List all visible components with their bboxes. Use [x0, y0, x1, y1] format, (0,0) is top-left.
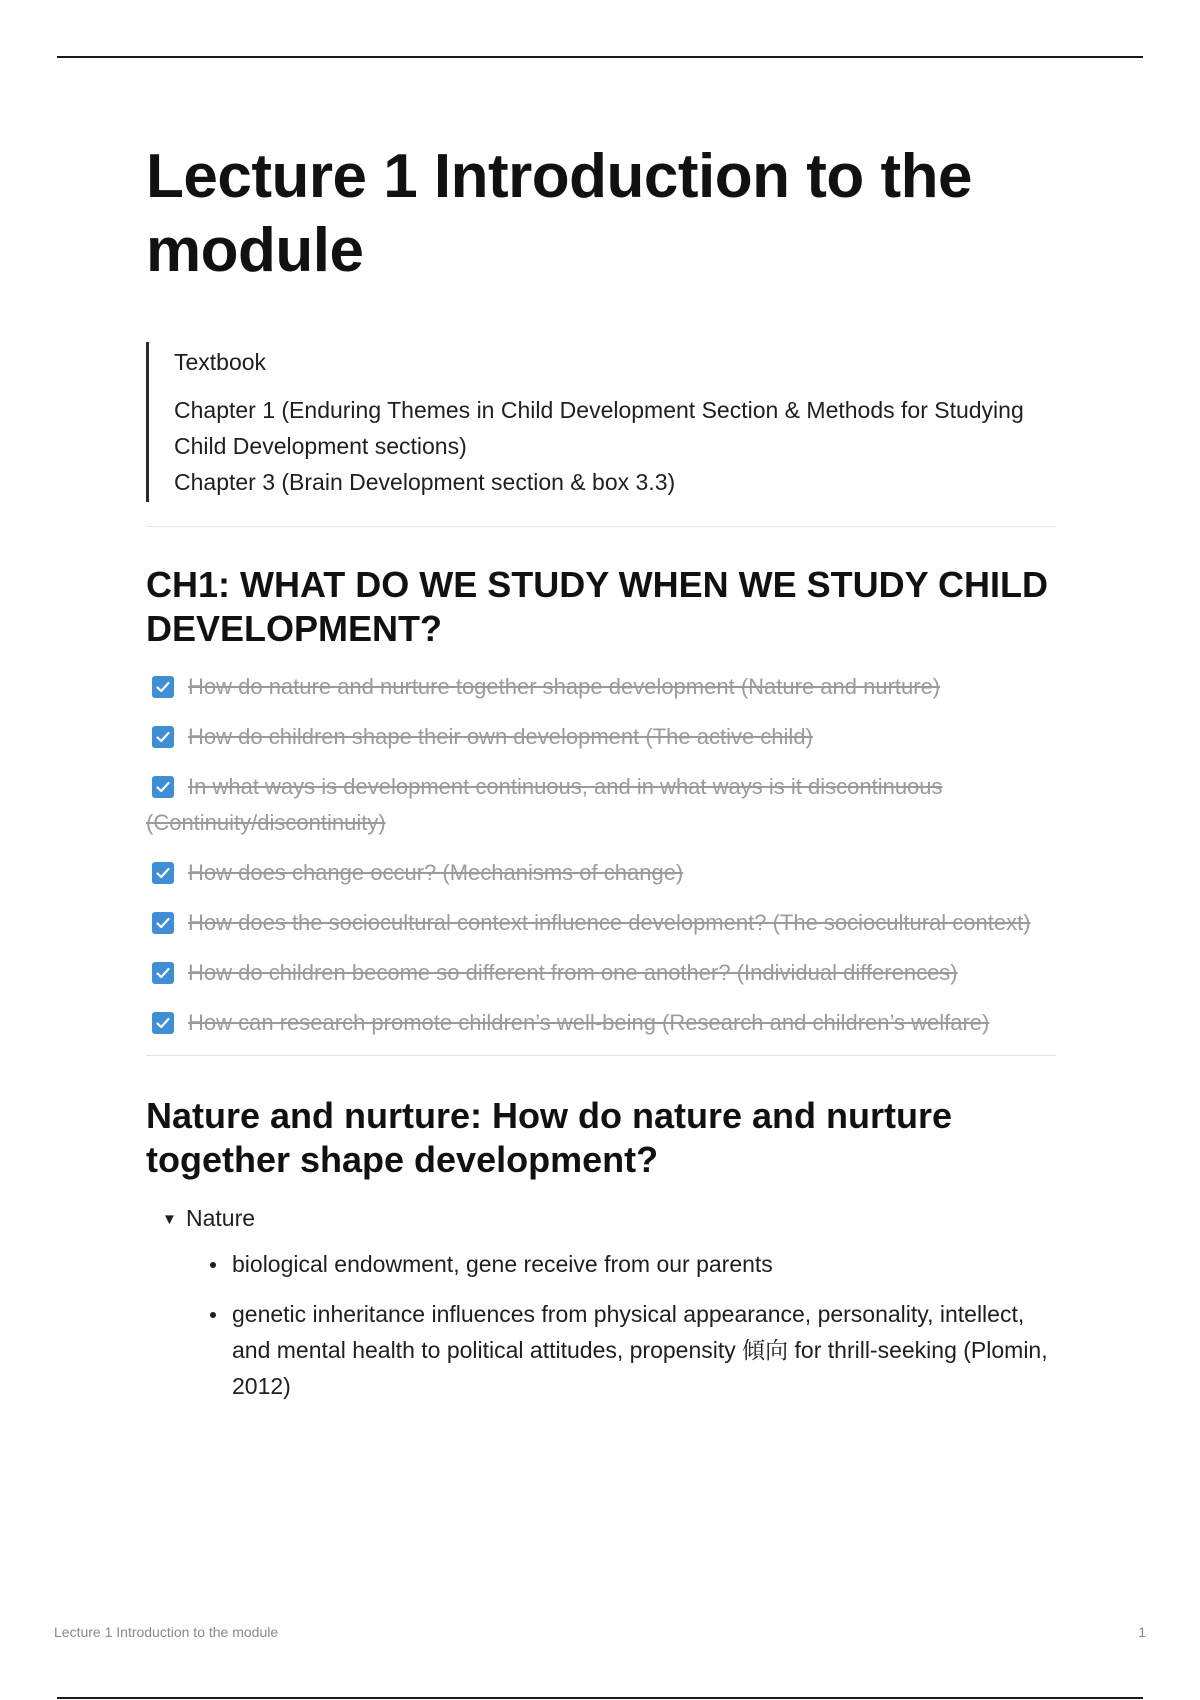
checked-checkbox-icon[interactable]: [152, 676, 174, 698]
todo-text: How do children become so different from one another? (Individual differences): [188, 960, 958, 985]
todo-item: [146, 855, 1056, 891]
bullet-list: [146, 1246, 1056, 1404]
list-item: biological endowment, gene receive from our parents: [204, 1246, 1056, 1282]
divider: [146, 1055, 1056, 1056]
quote-heading: Textbook: [174, 349, 267, 375]
checked-checkbox-icon[interactable]: [152, 962, 174, 984]
divider: [146, 526, 1056, 527]
page-content: [146, 140, 1056, 1418]
top-rule: [57, 56, 1143, 58]
todo-text: How do children shape their own development (The active child): [188, 724, 813, 749]
toggle-label: Nature: [186, 1205, 256, 1231]
toggle-nature[interactable]: [162, 1200, 1056, 1238]
page-number: 1: [1138, 1624, 1146, 1640]
todo-item: [146, 1005, 1056, 1041]
todo-item: [146, 769, 1056, 841]
todo-list: [146, 669, 1056, 1041]
todo-text: How do nature and nurture together shape development (Nature and nurture): [188, 674, 941, 699]
bottom-rule: [57, 1697, 1143, 1699]
checked-checkbox-icon[interactable]: [152, 912, 174, 934]
textbook-quote: [146, 342, 1056, 502]
todo-text: How does the sociocultural context influence development? (The sociocultural context): [188, 910, 1031, 935]
section-heading: CH1: WHAT DO WE STUDY WHEN WE STUDY CHILD DEVELOPMENT?: [146, 564, 1048, 649]
todo-item: [146, 719, 1056, 755]
checked-checkbox-icon[interactable]: [152, 776, 174, 798]
checked-checkbox-icon[interactable]: [152, 1012, 174, 1034]
triangle-down-icon[interactable]: ▼: [162, 1211, 177, 1228]
list-item: genetic inheritance influences from physical appearance, personality, intellect, and mental health to political attitudes, propensity 傾向 for thrill-seeking (Plomin, 2012): [204, 1296, 1056, 1404]
section-heading: Nature and nurture: How do nature and nurture together shape development?: [146, 1095, 953, 1180]
footer-title: Lecture 1 Introduction to the module: [54, 1624, 279, 1640]
todo-item: [146, 955, 1056, 991]
quote-line: Chapter 1 (Enduring Themes in Child Development Section & Methods for Studying Child Development sections): [174, 397, 1024, 459]
todo-item: [146, 669, 1056, 705]
todo-text: How does change occur? (Mechanisms of change): [188, 860, 684, 885]
checked-checkbox-icon[interactable]: [152, 862, 174, 884]
page-title: Lecture 1 Introduction to the module: [146, 142, 972, 285]
checked-checkbox-icon[interactable]: [152, 726, 174, 748]
todo-item: [146, 905, 1056, 941]
todo-text: How can research promote children’s well-being (Research and children’s welfare): [188, 1010, 990, 1035]
quote-line: Chapter 3 (Brain Development section & box 3.3): [174, 469, 676, 495]
todo-text: In what ways is development continuous, and in what ways is it discontinuous (Continuity/discontinuity): [146, 774, 943, 835]
